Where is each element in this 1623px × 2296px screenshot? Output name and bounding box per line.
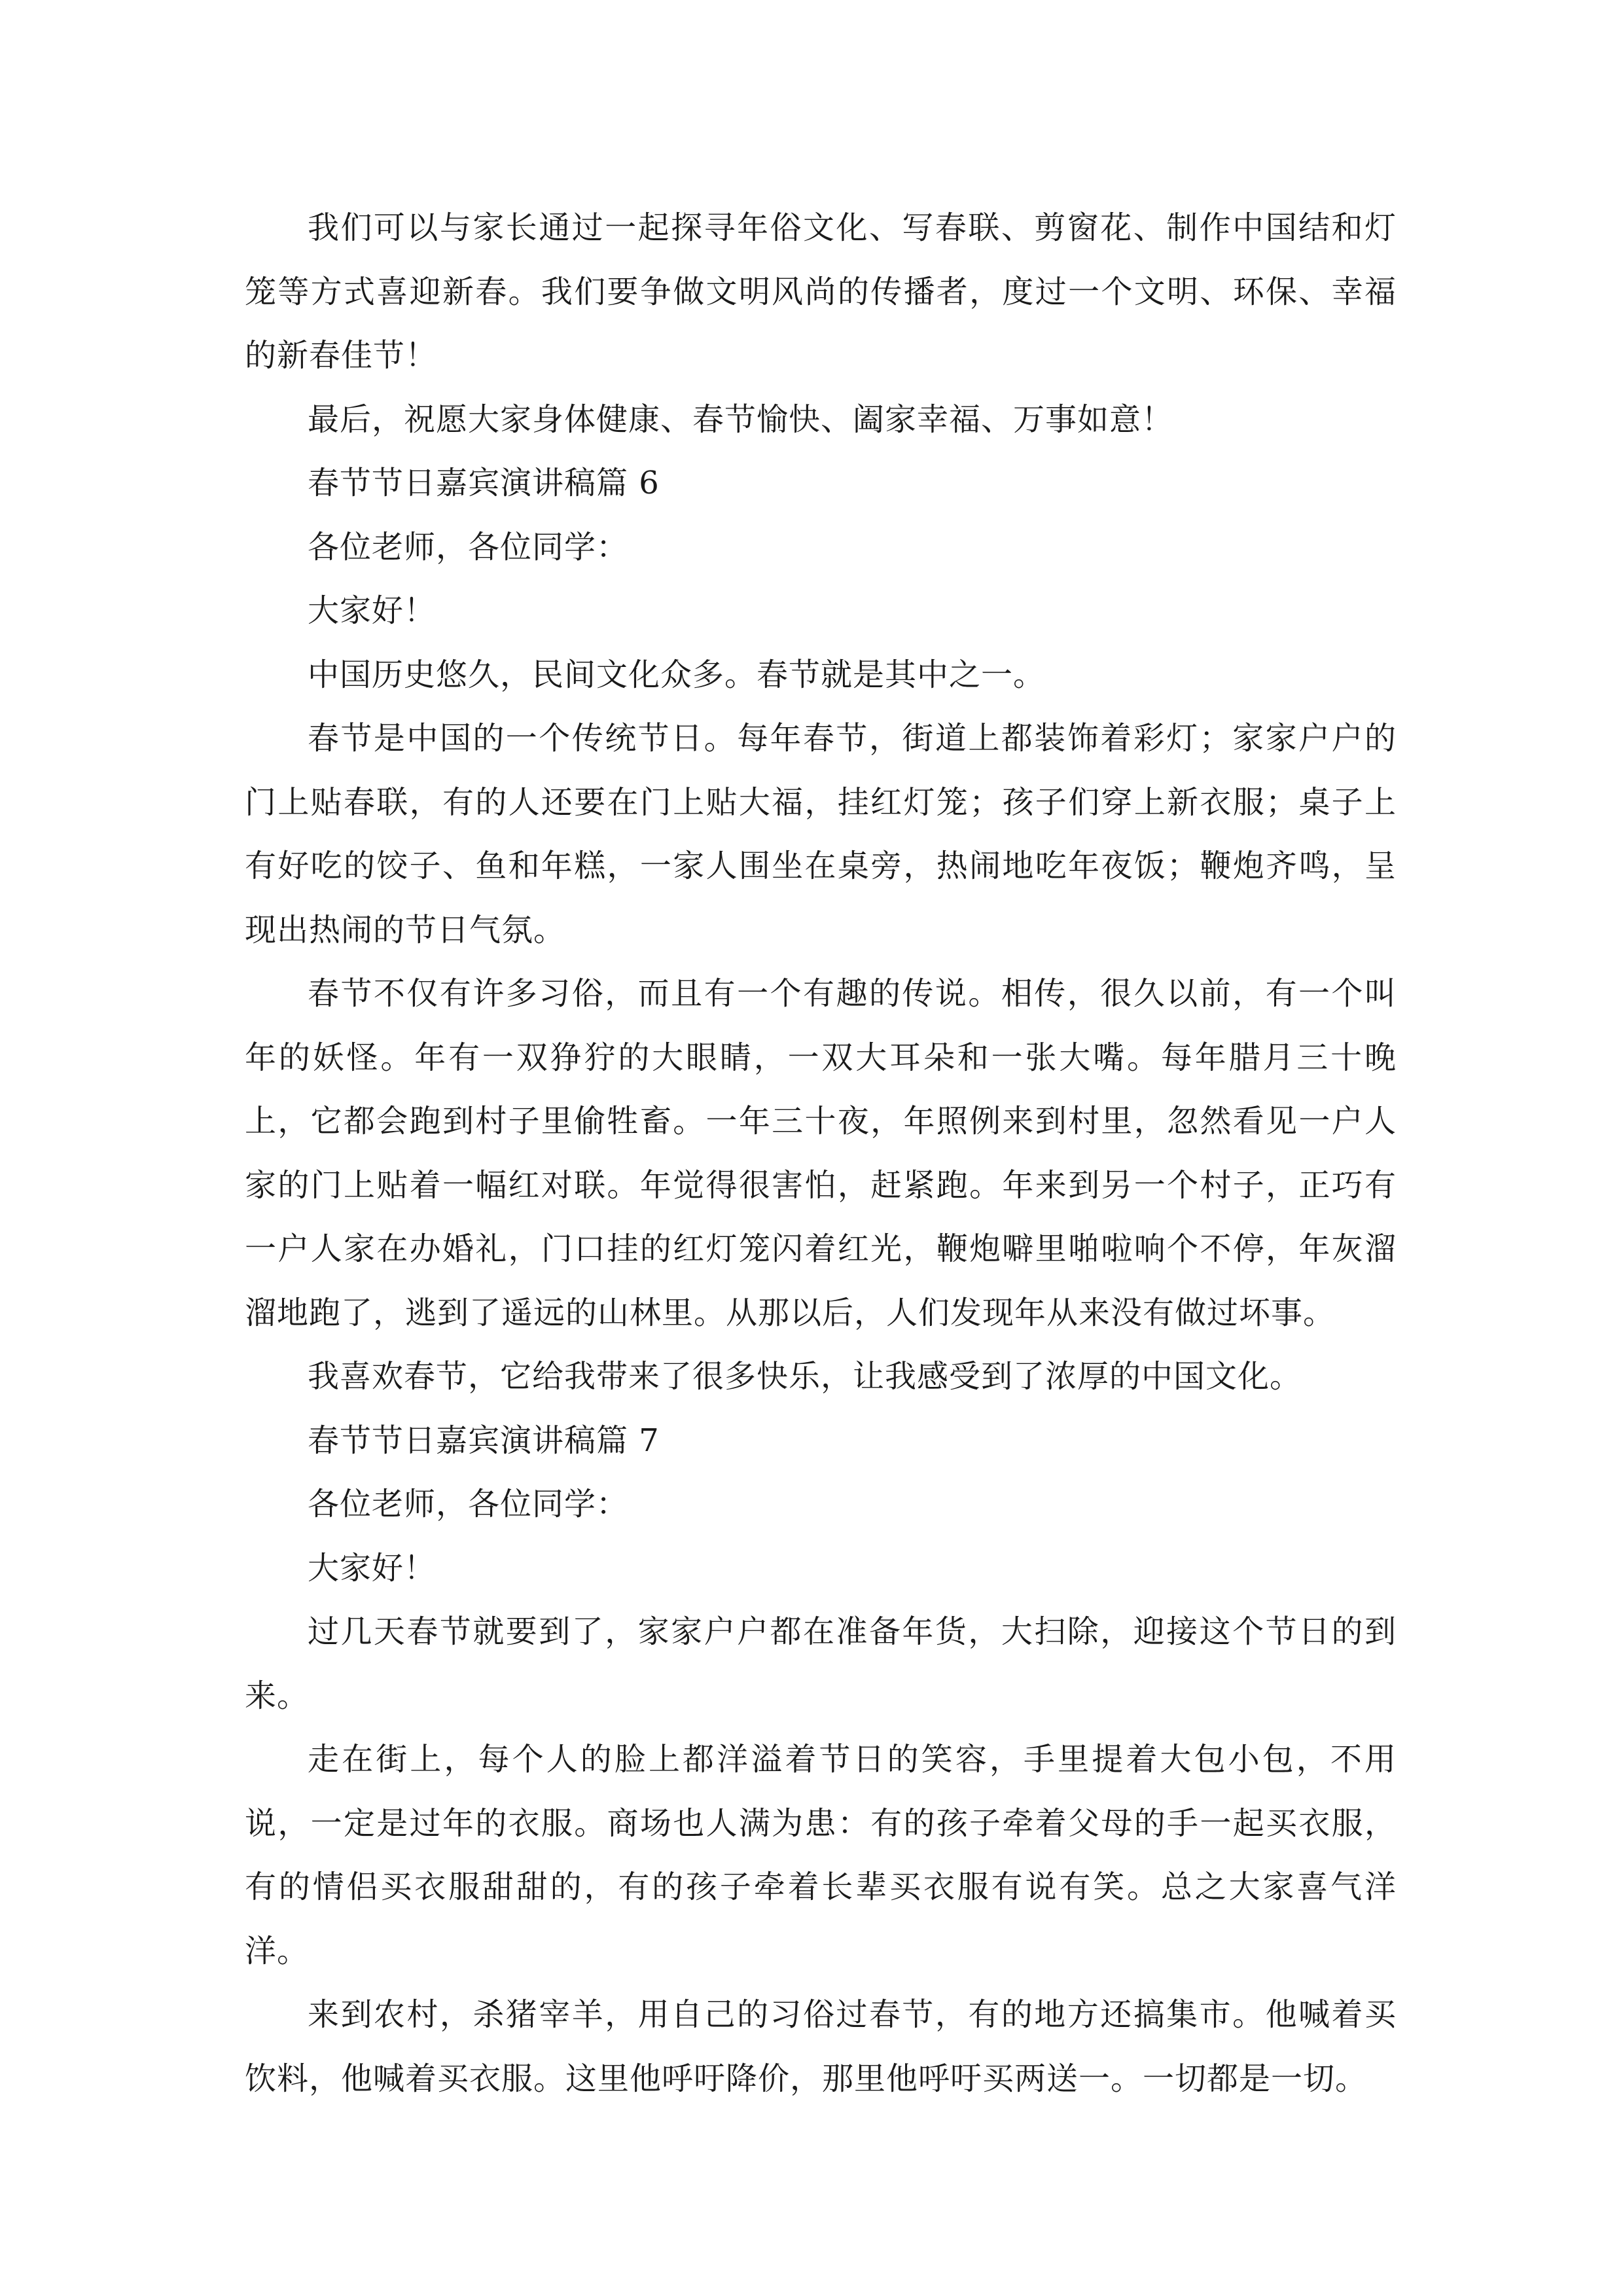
paragraph: 来到农村，杀猪宰羊，用自己的习俗过春节，有的地方还搞集市。他喊着买饮料，他喊着买衣服。这里他呼吁降价，那里他呼吁买两送一。一切都是一切。 bbox=[245, 1996, 1397, 2097]
section-heading: 春节节日嘉宾演讲稿篇 6 bbox=[308, 465, 660, 501]
greeting: 大家好！ bbox=[308, 1549, 437, 1587]
greeting: 大家好！ bbox=[308, 592, 437, 629]
salutation: 各位老师，各位同学： bbox=[308, 528, 629, 565]
paragraph: 中国历史悠久，民间文化众多。春节就是其中之一。 bbox=[308, 656, 1046, 693]
paragraph: 最后，祝愿大家身体健康、春节愉快、阖家幸福、万事如意！ bbox=[308, 401, 1174, 438]
paragraph: 春节是中国的一个传统节日。每年春节，街道上都装饰着彩灯；家家户户的门上贴春联，有的人还要在门上贴大福，挂红灯笼；孩子们穿上新衣服；桌子上有好吃的饺子、鱼和年糕，一家人围坐在桌旁，热闹地吃年夜饭；鞭炮齐鸣，呈现出热闹的节日气氛。 bbox=[245, 720, 1397, 948]
salutation: 各位老师，各位同学： bbox=[308, 1486, 629, 1522]
paragraph: 过几天春节就要到了，家家户户都在准备年货，大扫除，迎接这个节日的到来。 bbox=[245, 1613, 1397, 1714]
section-heading: 春节节日嘉宾演讲稿篇 7 bbox=[308, 1422, 660, 1459]
paragraph: 我们可以与家长通过一起探寻年俗文化、写春联、剪窗花、制作中国结和灯笼等方式喜迎新春。我们要争做文明风尚的传播者，度过一个文明、环保、幸福的新春佳节！ bbox=[245, 209, 1397, 374]
document-body bbox=[245, 196, 1397, 2111]
paragraph: 我喜欢春节，它给我带来了很多快乐，让我感受到了浓厚的中国文化。 bbox=[308, 1358, 1302, 1395]
paragraph: 走在街上，每个人的脸上都洋溢着节日的笑容，手里提着大包小包，不用说，一定是过年的衣服。商场也人满为患：有的孩子牵着父母的手一起买衣服，有的情侣买衣服甜甜的，有的孩子牵着长辈买衣服有说有笑。总之大家喜气洋洋。 bbox=[245, 1741, 1397, 1969]
paragraph: 春节不仅有许多习俗，而且有一个有趣的传说。相传，很久以前，有一个叫年的妖怪。年有一双狰狞的大眼睛，一双大耳朵和一张大嘴。每年腊月三十晚上，它都会跑到村子里偷牲畜。一年三十夜，年照例来到村里，忽然看见一户人家的门上贴着一幅红对联。年觉得很害怕，赶紧跑。年来到另一个村子，正巧有一户人家在办婚礼，门口挂的红灯笼闪着红光，鞭炮噼里啪啦响个不停，年灰溜溜地跑了，逃到了遥远的山林里。从那以后，人们发现年从来没有做过坏事。 bbox=[245, 975, 1397, 1331]
